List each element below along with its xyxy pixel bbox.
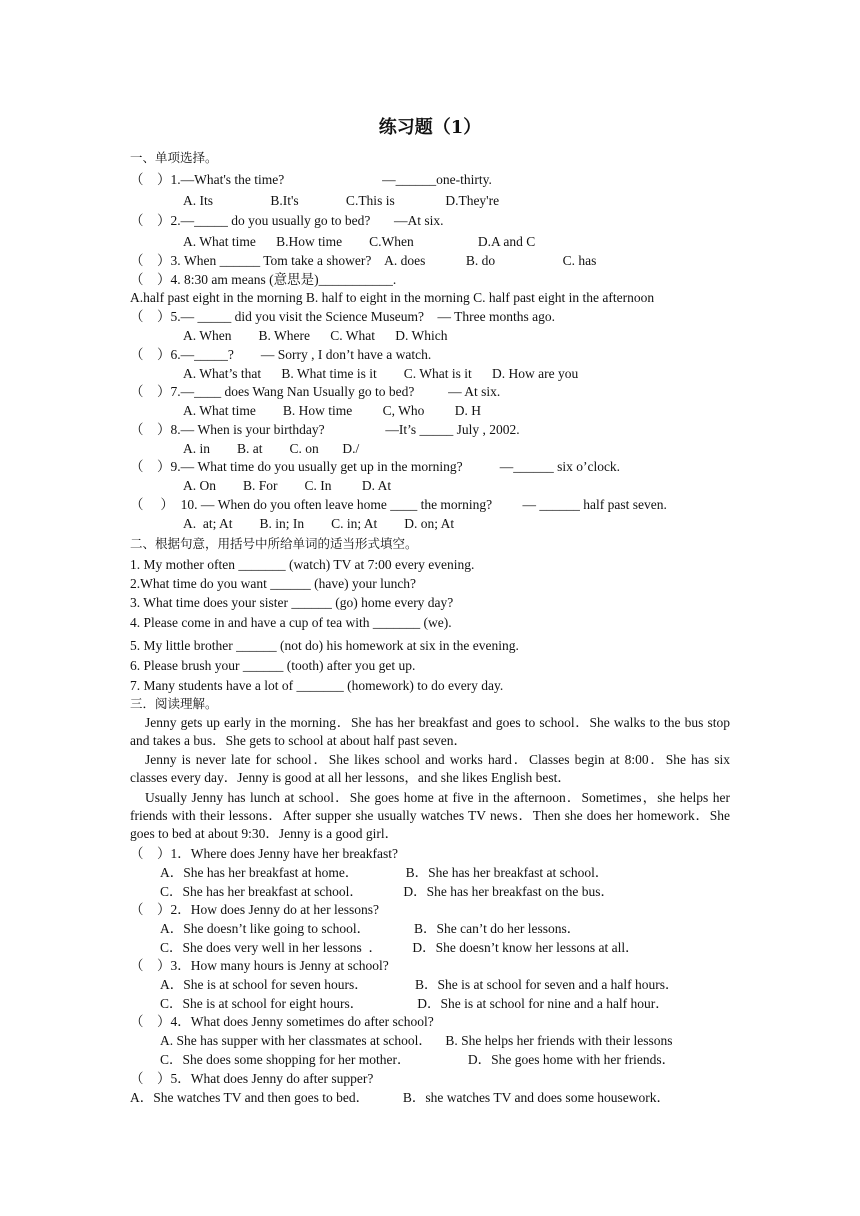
- fill-blank-line: 5. My little brother ______ (not do) his homework at six in the evening.: [130, 638, 519, 653]
- fill-blank-line: 7. Many students have a lot of _______ (homework) to do every day.: [130, 678, 504, 693]
- question-line: （ ）2.—_____ do you usually go to bed? —At six.: [130, 213, 444, 228]
- options-line: A．She doesn’t like going to school． B．She can’t do her lessons．: [160, 921, 581, 936]
- fill-blank-line: 4. Please come in and have a cup of tea with _______ (we).: [130, 615, 452, 630]
- question-line: （ ）8.— When is your birthday? —It’s _____ July , 2002.: [130, 422, 520, 437]
- options-line: A. What’s that B. What time is it C. What is it D. How are you: [183, 366, 579, 381]
- question-line: （ ）5．What does Jenny do after supper?: [130, 1071, 374, 1086]
- options-line: A. On B. For C. In D. At: [183, 478, 392, 493]
- reading-paragraph: Jenny gets up early in the morning．She has her breakfast and goes to school．She walks to the bus stop and takes a bus．She gets to school at about half past seven．: [130, 715, 730, 748]
- options-line: C．She is at school for eight hours． D．She is at school for nine and a half hour．: [160, 996, 669, 1011]
- question-line: （ ）3. When ______ Tom take a shower? A. does B. do C. has: [130, 253, 597, 268]
- options-line: A. What time B. How time C, Who D. H: [183, 403, 481, 418]
- fill-blank-line: 3. What time does your sister ______ (go) home every day?: [130, 595, 454, 610]
- question-line: （ ） 10. — When do you often leave home ____ the morning? — ______ half past seven.: [130, 497, 667, 512]
- question-line: （ ）7.—____ does Wang Nan Usually go to bed? — At six.: [130, 384, 501, 399]
- question-line: （ ）5.— _____ did you visit the Science Museum? — Three months ago.: [130, 309, 555, 324]
- question-line: （ ）3．How many hours is Jenny at school?: [130, 958, 389, 973]
- reading-paragraph: Usually Jenny has lunch at school．She goes home at five in the afternoon．Sometimes，she helps her friends with their lessons．After supper she usually watches TV news．Then she does her homework．She goes to bed at about 9:30．Jenny is a good girl．: [130, 790, 730, 841]
- fill-blank-line: 1. My mother often _______ (watch) TV at 7:00 every evening.: [130, 557, 475, 572]
- question-line: （ ）1．Where does Jenny have her breakfast?: [130, 846, 399, 861]
- fill-blank-line: 6. Please brush your ______ (tooth) after you get up.: [130, 658, 416, 673]
- options-line: A．She has her breakfast at home． B．She has her breakfast at school．: [160, 865, 609, 880]
- page-title: 练习题（1）: [378, 117, 482, 138]
- fill-blank-line: 2.What time do you want ______ (have) your lunch?: [130, 576, 417, 591]
- options-line: A.half past eight in the morning B. half to eight in the morning C. half past eight in the afternoon: [130, 290, 655, 305]
- question-line: （ ）6.—_____? — Sorry , I don’t have a watch.: [130, 347, 432, 362]
- question-line: （ ）9.— What time do you usually get up in the morning? —______ six o’clock.: [130, 459, 621, 474]
- options-line: A. What time B.How time C.When D.A and C: [183, 234, 536, 249]
- options-line: C．She does very well in her lessons ． D．She doesn’t know her lessons at all．: [160, 940, 639, 955]
- section-2-heading: 二、根据句意，用括号中所给单词的适当形式填空。: [130, 536, 418, 551]
- question-line: （ ）4. 8:30 am means (意思是)___________.: [130, 272, 397, 287]
- reading-paragraph: Jenny is never late for school．She likes school and works hard．Classes begin at 8:00．She has six classes every day．Jenny is good at all her lessons，and she likes English best．: [130, 752, 730, 785]
- options-line: A. She has supper with her classmates at school． B. She helps her friends with their lessons: [160, 1033, 673, 1048]
- question-line: （ ）2．How does Jenny do at her lessons?: [130, 902, 379, 917]
- section-1-heading: 一、单项选择。: [130, 150, 218, 165]
- options-line: C．She has her breakfast at school． D．She has her breakfast on the bus．: [160, 884, 615, 899]
- options-line: A. in B. at C. on D./: [183, 441, 360, 456]
- options-line: A. at; At B. in; In C. in; At D. on; At: [183, 516, 455, 531]
- options-line: A．She is at school for seven hours． B．She is at school for seven and a half hours．: [160, 977, 679, 992]
- options-line: A. When B. Where C. What D. Which: [183, 328, 448, 343]
- options-line: A. Its B.It's C.This is D.They're: [183, 193, 500, 208]
- question-line: （ ）1.—What's the time? —______one-thirty.: [130, 172, 492, 187]
- options-line: A．She watches TV and then goes to bed． B．she watches TV and does some housework．: [130, 1090, 671, 1105]
- section-3-heading: 三．阅读理解。: [130, 696, 218, 711]
- options-line: C．She does some shopping for her mother． D．She goes home with her friends．: [160, 1052, 676, 1067]
- question-line: （ ）4．What does Jenny sometimes do after school?: [130, 1014, 434, 1029]
